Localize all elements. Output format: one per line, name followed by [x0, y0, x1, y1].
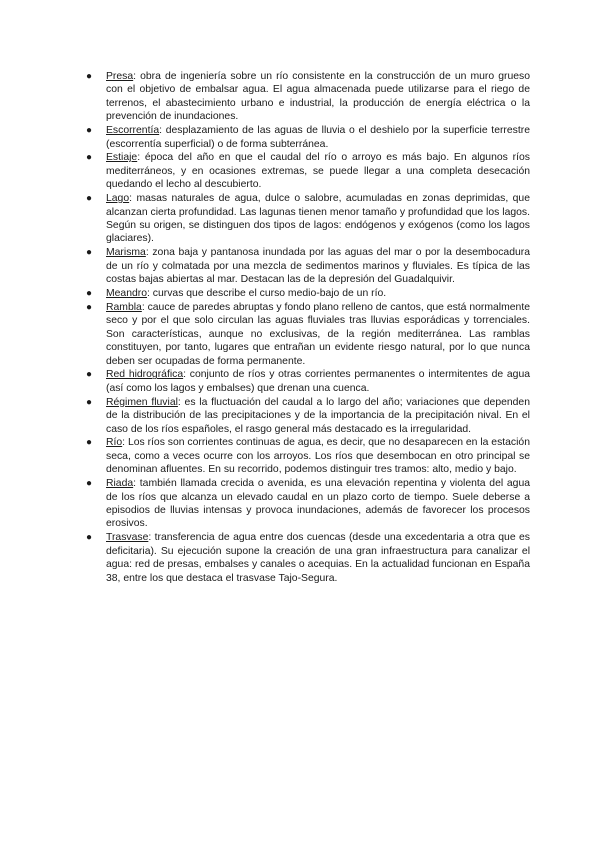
glossary-definition: : época del año en que el caudal del río o arroyo es más bajo. En algunos ríos mediterráneos, y en ocasiones extremas, se puede llegar a una completa desecación quedando el lecho al descubierto.	[106, 152, 530, 191]
glossary-item	[86, 368, 530, 395]
glossary-term: Lago	[106, 193, 130, 205]
glossary-definition: : zona baja y pantanosa inundada por las aguas del mar o por la desembocadura de un río y colmatada por una mezcla de sedimentos marinos y fluviales. Es típica de las costas bajas abiertas al mar. Destacan las de la depresión del Guadalquivir.	[106, 247, 530, 286]
bullet-icon: ●	[86, 71, 93, 82]
glossary-term: Río	[106, 437, 123, 449]
bullet-icon: ●	[86, 437, 93, 449]
glossary-term: Rambla	[106, 301, 142, 313]
bullet-icon: ●	[86, 125, 93, 137]
bullet-icon: ●	[86, 288, 93, 299]
bullet-icon: ●	[86, 247, 93, 259]
glossary-item	[86, 301, 530, 368]
bullet-icon: ●	[86, 152, 93, 164]
glossary-item	[86, 531, 530, 585]
glossary-definition: : masas naturales de agua, dulce o salobre, acumuladas en zonas deprimidas, que alcanzan cierta profundidad. Las lagunas tienen menor tamaño y profundidad que los lagos. Según su origen, se distinguen dos tipos de lagos: endógenos y exógenos (como los lagos glaciares).	[106, 193, 530, 245]
glossary-item	[86, 436, 530, 476]
glossary-definition: : curvas que describe el curso medio-bajo de un río.	[147, 288, 387, 299]
bullet-icon: ●	[86, 532, 93, 544]
bullet-icon: ●	[86, 478, 93, 490]
glossary-definition: : es la fluctuación del caudal a lo largo del año; variaciones que dependen de la distribución de las precipitaciones y de la importancia de la precipitación nival. En el caso de los ríos españoles, el rasgo general más destacado es la irregularidad.	[106, 396, 530, 435]
glossary-definition: : Los ríos son corrientes continuas de agua, es decir, que no desaparecen en la estación seca, como a veces ocurre con los arroyos. Los ríos que desembocan en otro principal se denominan afluentes. En su recorrido, podemos distinguir tres tramos: alto, medio y bajo.	[106, 437, 530, 476]
glossary-list	[86, 70, 530, 585]
bullet-icon: ●	[86, 301, 93, 313]
glossary-definition: : cauce de paredes abruptas y fondo plano relleno de cantos, que está normalmente seco y por el que solo circulan las aguas fluviales tras lluvias esporádicas y torrenciales. Son características, aunque no exclusivas, de la región mediterránea. Las ramblas constituyen, por tanto, lugares que entrañan un evidente riesgo natural, por lo que nunca deben ser ocupadas de forma permanente.	[106, 301, 530, 367]
glossary-item	[86, 477, 530, 531]
glossary-definition: : conjunto de ríos y otras corrientes permanentes o intermitentes de agua (así como los lagos y embalses) que drenan una cuenca.	[106, 369, 530, 394]
glossary-term: Estiaje	[106, 152, 138, 164]
bullet-icon: ●	[86, 193, 93, 205]
glossary-definition: : obra de ingeniería sobre un río consistente en la construcción de un muro grueso con el objetivo de embalsar agua. El agua almacenada puede utilizarse para el riego de terrenos, el abastecimiento urbano e industrial, la producción de energía eléctrica o la prevención de inundaciones.	[106, 71, 530, 123]
glossary-definition: : desplazamiento de las aguas de lluvia o el deshielo por la superficie terrestre (escorrentía superficial) o de forma subterránea.	[106, 125, 530, 150]
glossary-item	[86, 287, 530, 300]
glossary-term: Red hidrográfica	[106, 369, 184, 381]
glossary-term: Presa	[106, 71, 134, 82]
glossary-item	[86, 151, 530, 191]
glossary-definition: : también llamada crecida o avenida, es una elevación repentina y violenta del agua de los ríos que alcanza un elevado caudal en un plazo corto de tiempo. Suele deberse a episodios de lluvias intensas y provoca inundaciones, además de favorecer los procesos erosivos.	[106, 478, 530, 530]
glossary-item	[86, 246, 530, 286]
glossary-term: Escorrentía	[106, 125, 160, 137]
glossary-item	[86, 396, 530, 436]
bullet-icon: ●	[86, 396, 93, 408]
glossary-term: Régimen fluvial	[106, 396, 178, 408]
glossary-term: Meandro	[106, 288, 148, 299]
glossary-term: Trasvase	[106, 532, 149, 544]
glossary-item	[86, 192, 530, 246]
glossary-item	[86, 124, 530, 151]
glossary-term: Riada	[106, 478, 134, 490]
bullet-icon: ●	[86, 369, 93, 381]
glossary-definition: : transferencia de agua entre dos cuencas (desde una excedentaria a otra que es deficitaria). Su ejecución supone la creación de una gran infraestructura para canalizar el agua: red de presas, embalses y canales o acequias. En la actualidad funcionan en España 38, entre los que destaca el trasvase Tajo-Segura.	[106, 532, 530, 584]
glossary-item	[86, 70, 530, 124]
glossary-term: Marisma	[106, 247, 146, 259]
